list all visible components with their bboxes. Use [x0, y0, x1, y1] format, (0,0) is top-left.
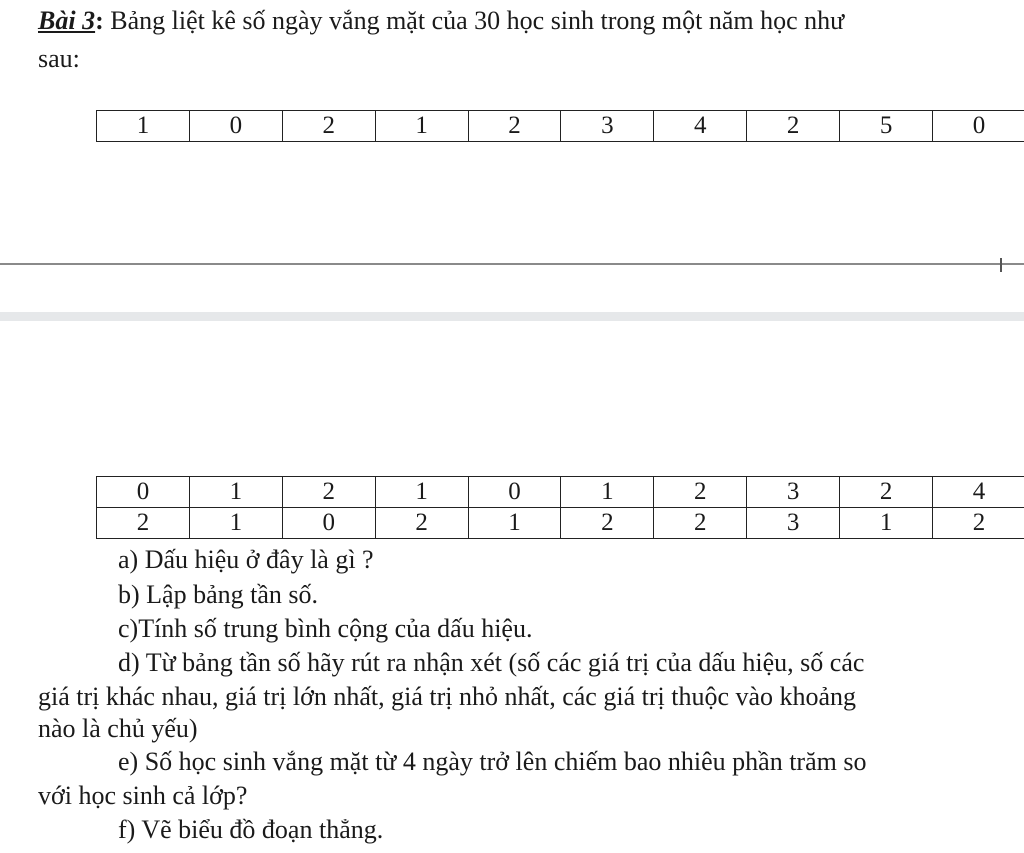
- table-bottom-cell: 2: [561, 508, 654, 539]
- table-bottom-cell: 2: [282, 477, 375, 508]
- table-bottom-cell: 1: [189, 508, 282, 539]
- table-top-cell: 1: [375, 111, 468, 142]
- exercise-label: Bài 3: [38, 6, 96, 35]
- table-bottom-row: [97, 477, 1024, 508]
- page-gap-band: [0, 312, 1024, 321]
- table-top-cell: 0: [189, 111, 282, 142]
- question-a: a) Dấu hiệu ở đây là gì ?: [118, 545, 374, 574]
- table-bottom-cell: 4: [933, 477, 1024, 508]
- question-e-line2: với học sinh cả lớp?: [38, 781, 248, 810]
- table-bottom-cell: 2: [840, 477, 933, 508]
- table-bottom-cell: 1: [840, 508, 933, 539]
- table-bottom-cell: 1: [189, 477, 282, 508]
- table-bottom-cell: 1: [468, 508, 561, 539]
- table-top-row: [97, 111, 1024, 142]
- table-bottom-cell: 2: [97, 508, 190, 539]
- table-top-cell: 2: [468, 111, 561, 142]
- question-d-line2: giá trị khác nhau, giá trị lớn nhất, giá trị nhỏ nhất, các giá trị thuộc vào khoảng: [38, 682, 857, 711]
- table-top-cell: 3: [561, 111, 654, 142]
- table-top-cell: 5: [840, 111, 933, 142]
- table-top-cell: 2: [282, 111, 375, 142]
- table-top-cell: 4: [654, 111, 747, 142]
- table-bottom-cell: 0: [282, 508, 375, 539]
- table-bottom-cell: 2: [654, 477, 747, 508]
- exercise-text: Bảng liệt kê số ngày vắng mặt của 30 học sinh trong một năm học như: [103, 6, 845, 35]
- question-c: c)Tính số trung bình cộng của dấu hiệu.: [118, 614, 533, 643]
- table-bottom-cell: 3: [747, 508, 840, 539]
- table-bottom-row: [97, 508, 1024, 539]
- table-bottom-cell: 0: [468, 477, 561, 508]
- table-top-cell: 0: [933, 111, 1024, 142]
- table-bottom-cell: 1: [561, 477, 654, 508]
- exercise-heading-continuation: sau:: [38, 44, 80, 73]
- table-top-cell: 2: [747, 111, 840, 142]
- question-e-line1: e) Số học sinh vắng mặt từ 4 ngày trở lên chiếm bao nhiêu phần trăm so: [118, 747, 867, 776]
- table-bottom-cell: 2: [654, 508, 747, 539]
- question-d-line1: d) Từ bảng tần số hãy rút ra nhận xét (số các giá trị của dấu hiệu, số các: [118, 648, 865, 677]
- absence-table-bottom: [96, 476, 1024, 539]
- page-separator-line: [0, 263, 1024, 265]
- question-d-line3: nào là chủ yếu): [38, 714, 198, 743]
- absence-table-top: [96, 110, 1024, 142]
- exercise-heading: Bài 3: Bảng liệt kê số ngày vắng mặt của 30 học sinh trong một năm học như: [38, 6, 845, 35]
- question-b: b) Lập bảng tần số.: [118, 580, 319, 609]
- table-bottom-cell: 2: [933, 508, 1024, 539]
- table-top-cell: 1: [97, 111, 190, 142]
- table-bottom-cell: 0: [97, 477, 190, 508]
- table-bottom-cell: 3: [747, 477, 840, 508]
- question-f: f) Vẽ biểu đồ đoạn thẳng.: [118, 815, 384, 844]
- table-bottom-cell: 1: [375, 477, 468, 508]
- table-bottom-cell: 2: [375, 508, 468, 539]
- page-separator-tick: [1000, 258, 1002, 272]
